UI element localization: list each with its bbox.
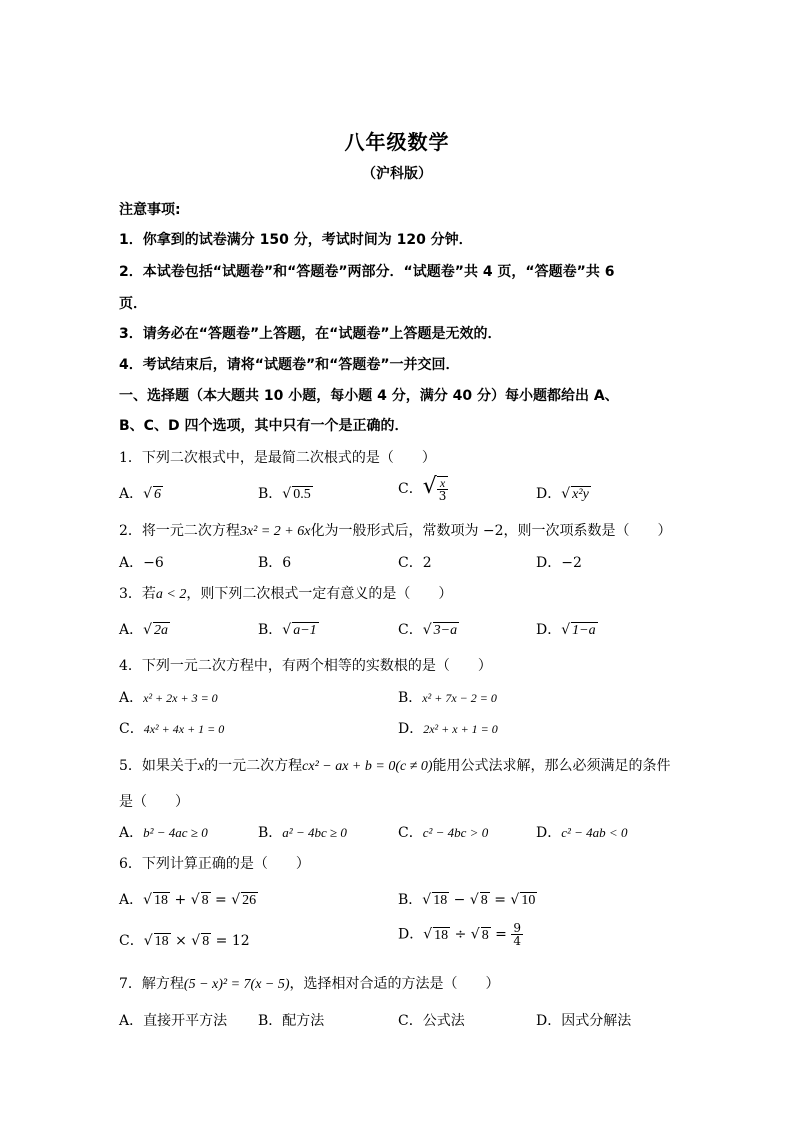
q5-equation: cx² − ax + b = 0(c ≠ 0) xyxy=(302,759,433,774)
section-heading-line1: 一、选择题（本大题共 10 小题，每小题 4 分，满分 40 分）每小题都给出 A、 xyxy=(119,388,619,404)
notice-item-1: 1．你拿到的试卷满分 150 分，考试时间为 120 分钟． xyxy=(119,232,473,248)
q7-equation: (5 − x)² = 7(x − 5) xyxy=(183,977,290,992)
q6-option-d: D．√ 18 ÷ √ 8 = $\frac{9}{4}$ xyxy=(398,921,521,948)
q5-option-b: B．a² − 4bc ≥ 0 xyxy=(258,825,347,841)
question-6-stem: 6．下列计算正确的是（ ） xyxy=(119,856,310,872)
notice-item-2: 2．本试卷包括“试题卷”和“答题卷”两部分．“试题卷”共 4 页，“答题卷”共 6 xyxy=(119,264,615,280)
q3-condition: a < 2 xyxy=(155,587,187,602)
q4-option-a: A．x² + 2x + 3 = 0 xyxy=(119,690,218,706)
q6-option-b: B．√ 18 − √ 8 = √ 10 xyxy=(398,892,536,908)
q3-option-d: D．√ 1−a xyxy=(536,622,596,638)
question-3-stem: 3．若a < 2，则下列二次根式一定有意义的是（ ） xyxy=(119,586,453,602)
question-5-stem-cont: 是（ ） xyxy=(119,794,189,810)
q2-option-d: D．−2 xyxy=(536,555,582,571)
q2-option-a: A．−6 xyxy=(119,555,164,571)
q6-option-c: C．√ 18 × √ 8 = 12 xyxy=(119,933,250,949)
q2-equation: 3x² = 2 + 6x xyxy=(239,524,311,539)
q7-option-d: D．因式分解法 xyxy=(536,1013,632,1029)
q1-option-d: D．√ x²y xyxy=(536,486,589,502)
question-1-stem: 1．下列二次根式中，是最简二次根式的是（ ） xyxy=(119,450,436,466)
question-4-stem: 4．下列一元二次方程中，有两个相等的实数根的是（ ） xyxy=(119,658,492,674)
q5-option-a: A．b² − 4ac ≥ 0 xyxy=(119,825,208,841)
section-heading-line2: B、C、D 四个选项，其中只有一个是正确的． xyxy=(119,418,409,434)
q5-option-d: D．c² − 4ab < 0 xyxy=(536,825,628,841)
q2-option-c: C．2 xyxy=(398,555,432,571)
q1-option-a: A．√ 6 xyxy=(119,486,162,502)
q1-option-c: C．√ $\frac{x}{3}$ xyxy=(398,474,447,503)
q7-option-b: B．配方法 xyxy=(258,1013,325,1029)
q5-option-c: C．c² − 4bc > 0 xyxy=(398,825,489,841)
q7-option-c: C．公式法 xyxy=(398,1013,465,1029)
q7-option-a: A．直接开平方法 xyxy=(119,1013,228,1029)
q3-option-a: A．√ 2a xyxy=(119,622,169,638)
q2-option-b: B．6 xyxy=(258,555,292,571)
q3-option-b: B．√ a−1 xyxy=(258,622,317,638)
q4-option-d: D．2x² + x + 1 = 0 xyxy=(398,721,498,737)
page-title: 八年级数学 xyxy=(344,130,450,154)
q3-option-c: C．√ 3−a xyxy=(398,622,458,638)
question-5-stem: 5．如果关于x的一元二次方程cx² − ax + b = 0(c ≠ 0)能用公式法求解，那么必须满足的条件 xyxy=(119,758,671,774)
notice-item-2-cont: 页． xyxy=(119,296,147,312)
notice-heading: 注意事项: xyxy=(119,202,181,218)
q1-option-b: B．√ 0.5 xyxy=(258,486,311,502)
page-subtitle: （沪科版） xyxy=(362,166,432,182)
q6-option-a: A．√ 18 + √ 8 = √ 26 xyxy=(119,892,257,908)
notice-item-3: 3．请务必在“答题卷”上答题，在“试题卷”上答题是无效的． xyxy=(119,326,502,342)
notice-item-4: 4．考试结束后，请将“试题卷”和“答题卷”一并交回． xyxy=(119,357,460,373)
question-2-stem: 2．将一元二次方程3x² = 2 + 6x化为一般形式后，常数项为 −2，则一次项系数是（ ） xyxy=(119,523,672,539)
q4-option-c: C．4x² + 4x + 1 = 0 xyxy=(119,721,225,737)
question-7-stem: 7．解方程(5 − x)² = 7(x − 5)，选择相对合适的方法是（ ） xyxy=(119,976,500,992)
q4-option-b: B．x² + 7x − 2 = 0 xyxy=(398,690,497,706)
